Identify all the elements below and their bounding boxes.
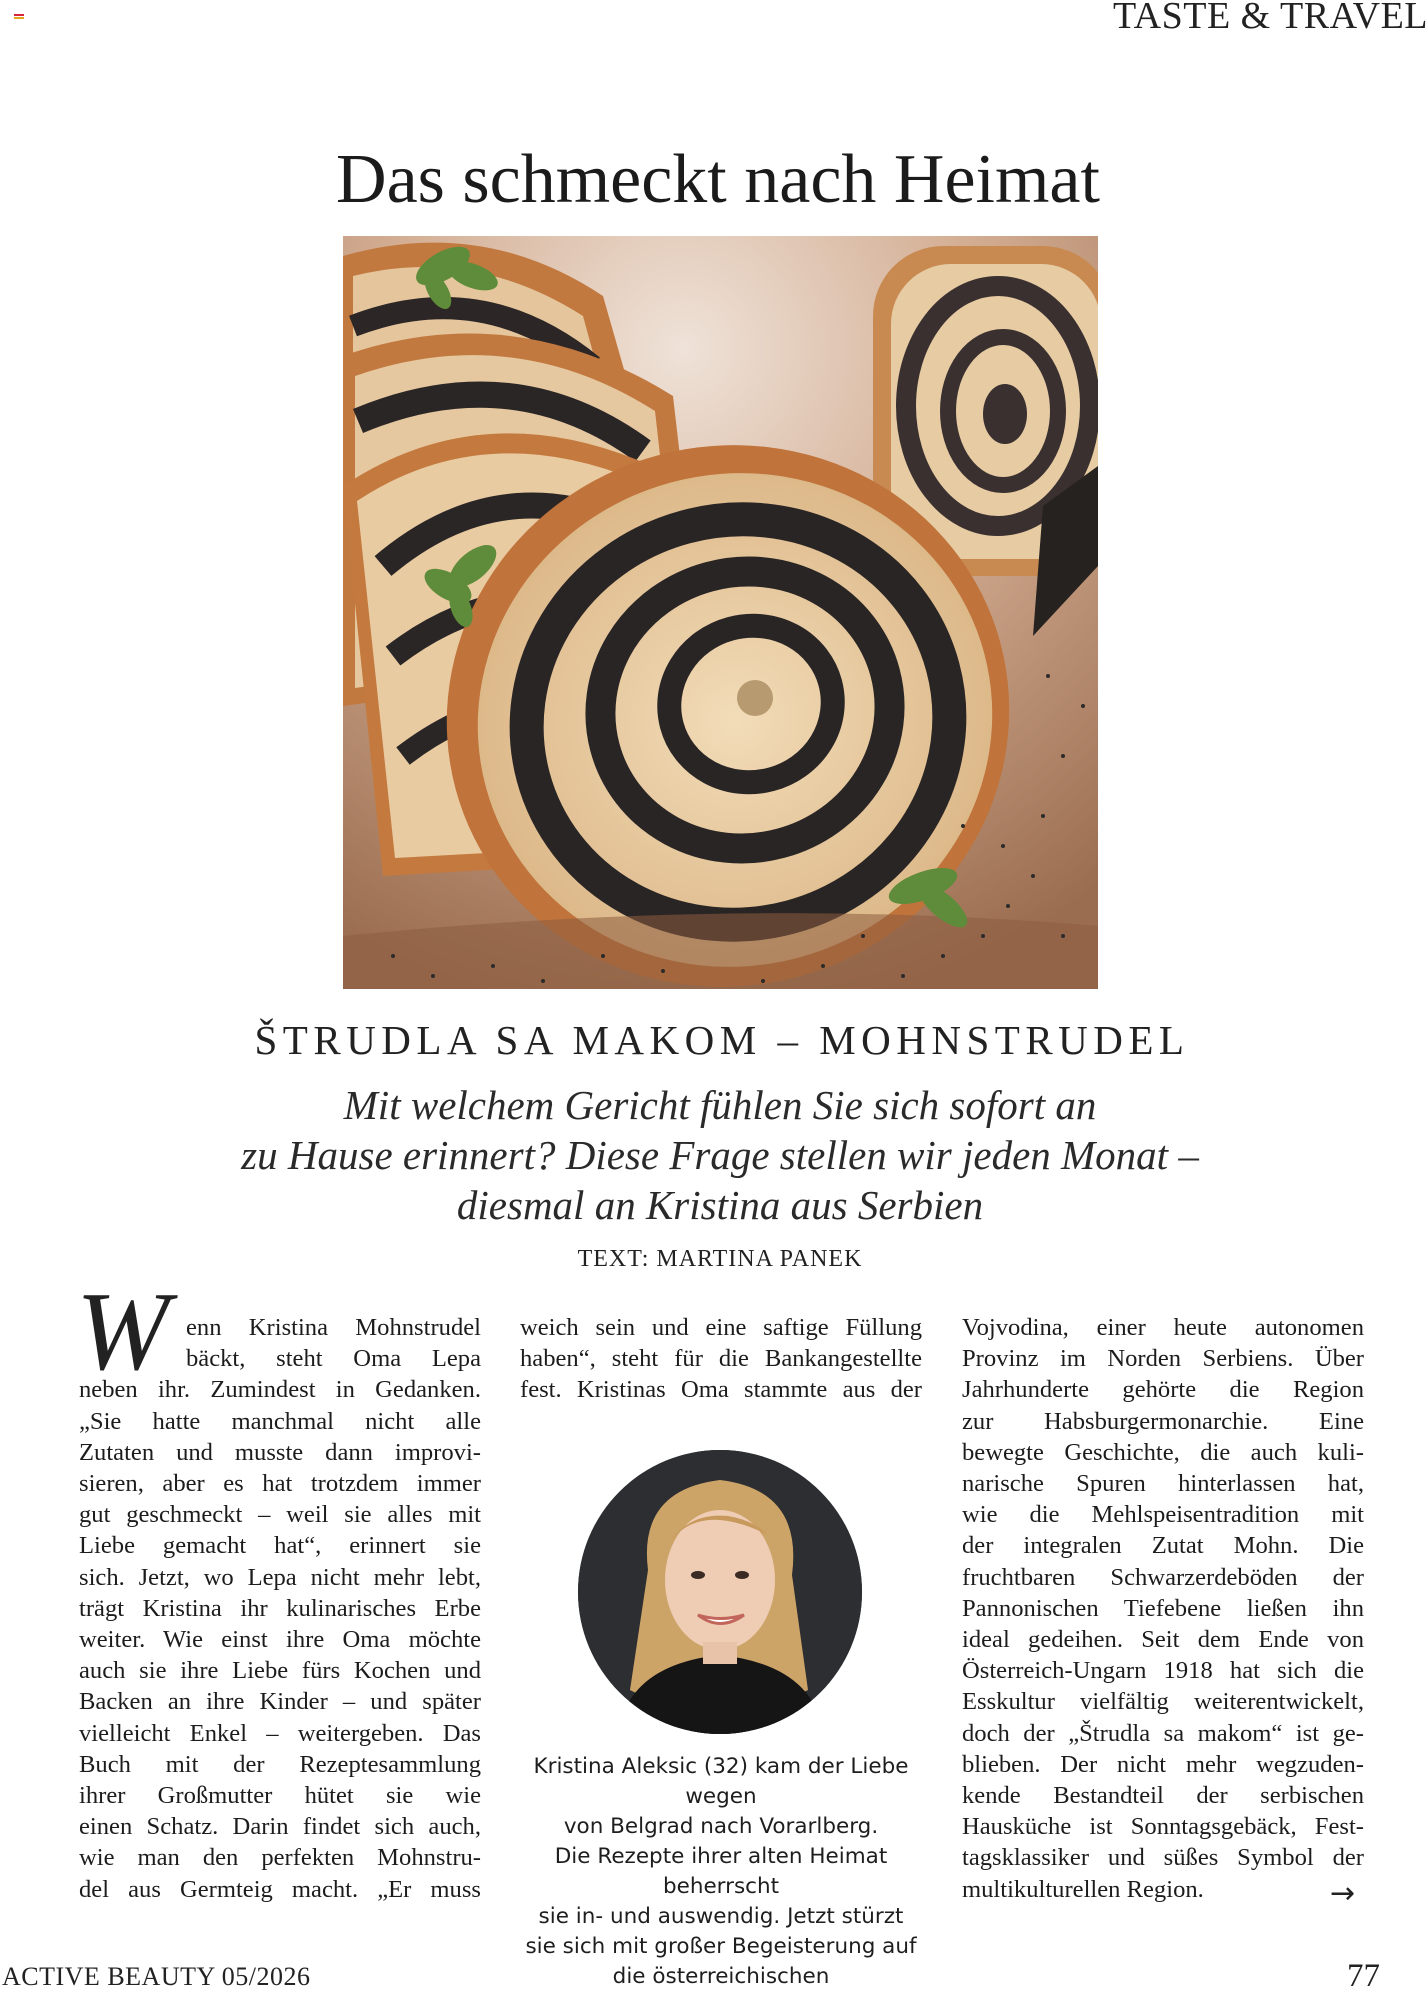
body-line: ihrer Großmutter hütet sie wie [79,1782,481,1810]
body-line: einen Schatz. Darin findet sich auch, [79,1813,481,1841]
caption-line: sie in- und auswendig. Jetzt stürzt [538,1904,904,1929]
body-line: auch sie ihre Liebe fürs Kochen und [79,1657,481,1685]
intro-line: diesmal an Kristina aus Serbien [456,1182,984,1228]
caption-line: sie sich mit großer Begeisterung auf [525,1934,917,1959]
body-line: „Sie hatte manchmal nicht alle [79,1407,481,1435]
body-line: Hausküche ist Sonntagsgebäck, Fest- [962,1813,1364,1841]
intro-line: Mit welchem Gericht fühlen Sie sich sofort an [343,1082,1097,1128]
body-line: doch der „Štrudla sa makom“ ist ge- [962,1719,1364,1747]
body-line: multikulturellen Region. [962,1875,1204,1903]
caption-line: die österreichischen [612,1964,830,1989]
body-line: gut geschmeckt – weil sie alles mit [79,1501,481,1529]
body-line: Österreich-Ungarn 1918 hat sich die [962,1657,1364,1685]
caption-line: von Belgrad nach Vorarlberg. [563,1814,879,1839]
body-column-1 [79,1312,481,1905]
body-line: Buch mit der Rezeptesammlung [79,1750,481,1778]
body-line: narische Spuren hinterlassen hat, [962,1470,1364,1498]
body-line: bewegte Geschichte, die auch kuli- [962,1438,1364,1466]
body-line: Liebe gemacht hat“, erinnert sie [79,1532,481,1560]
hero-photo [343,236,1098,989]
caption-line: Die Rezepte ihrer alten Heimat beherrscht [554,1844,888,1899]
byline: TEXT: MARTINA PANEK [577,1246,863,1272]
drop-cap: W [76,1270,170,1394]
body-line: kende Bestandteil der serbischen [962,1782,1364,1810]
portrait-photo [578,1450,862,1734]
body-column-3 [962,1312,1364,1905]
body-line: Zutaten und musste dann improvi- [79,1438,481,1466]
body-line: neben ihr. Zumindest in Gedanken. [79,1376,481,1404]
body-line: der integralen Zutat Mohn. Die [962,1532,1364,1560]
body-line: fruchtbaren Schwarzerdeböden der [962,1563,1364,1591]
section-label: TASTE & TRAVEL [1112,0,1428,37]
body-line: trägt Kristina ihr kulinarisches Erbe [79,1594,481,1622]
intro-text [0,1080,1428,1230]
body-line: weich sein und eine saftige Füllung [520,1314,922,1341]
body-line: Vojvodina, einer heute autonomen [962,1314,1364,1341]
intro-line: zu Hause erinnert? Diese Frage stellen wir jeden Monat – [241,1132,1199,1178]
magazine-folio: ACTIVE BEAUTY 05/2026 [2,1962,311,1991]
body-line: Pannonischen Tiefebene ließen ihn [962,1594,1364,1622]
body-column-2 [520,1312,922,1406]
recipe-subtitle: ŠTRUDLA SA MAKOM – MOHNSTRUDEL [254,1017,1190,1063]
body-line: sieren, aber es hat trotzdem immer [79,1470,481,1498]
body-line: blieben. Der nicht mehr wegzuden- [962,1750,1364,1778]
body-line: wie die Mehlspeisentradition mit [962,1501,1364,1529]
body-line: haben“, steht für die Bankangestellte [520,1345,922,1373]
body-line: fest. Kristinas Oma stammte aus der [520,1376,922,1404]
body-line: tagsklassiker und süßes Symbol der [962,1844,1364,1872]
body-line: Jahrhunderte gehörte die Region [962,1376,1364,1404]
caption-line: Kristina Aleksic (32) kam der Liebe wegen [533,1754,909,1809]
body-line: zur Habsburgermonarchie. Eine [962,1407,1364,1435]
body-line: bäckt, steht Oma Lepa [186,1345,481,1373]
body-line: vielleicht Enkel – weitergeben. Das [79,1719,481,1747]
article-title: Das schmeckt nach Heimat [336,141,1100,218]
portrait-caption [496,1752,946,1992]
body-line: Provinz im Norden Serbiens. Über [962,1345,1364,1373]
page-number: 77 [1347,1958,1380,1994]
body-line: wie man den perfekten Mohnstru- [79,1844,481,1872]
body-line: enn Kristina Mohnstrudel [186,1314,481,1341]
body-line: sich. Jetzt, wo Lepa nicht mehr lebt, [79,1563,481,1591]
body-line: Esskultur vielfältig weiterentwickelt, [962,1688,1364,1716]
body-line: ideal gedeihen. Seit dem Ende von [962,1626,1364,1654]
body-line: Backen an ihre Kinder – und später [79,1688,481,1716]
continue-arrow-icon: → [1330,1876,1356,1911]
body-line: del aus Germteig macht. „Er muss [79,1875,481,1903]
corner-color-mark [14,14,24,20]
body-line: weiter. Wie einst ihre Oma möchte [79,1626,481,1654]
